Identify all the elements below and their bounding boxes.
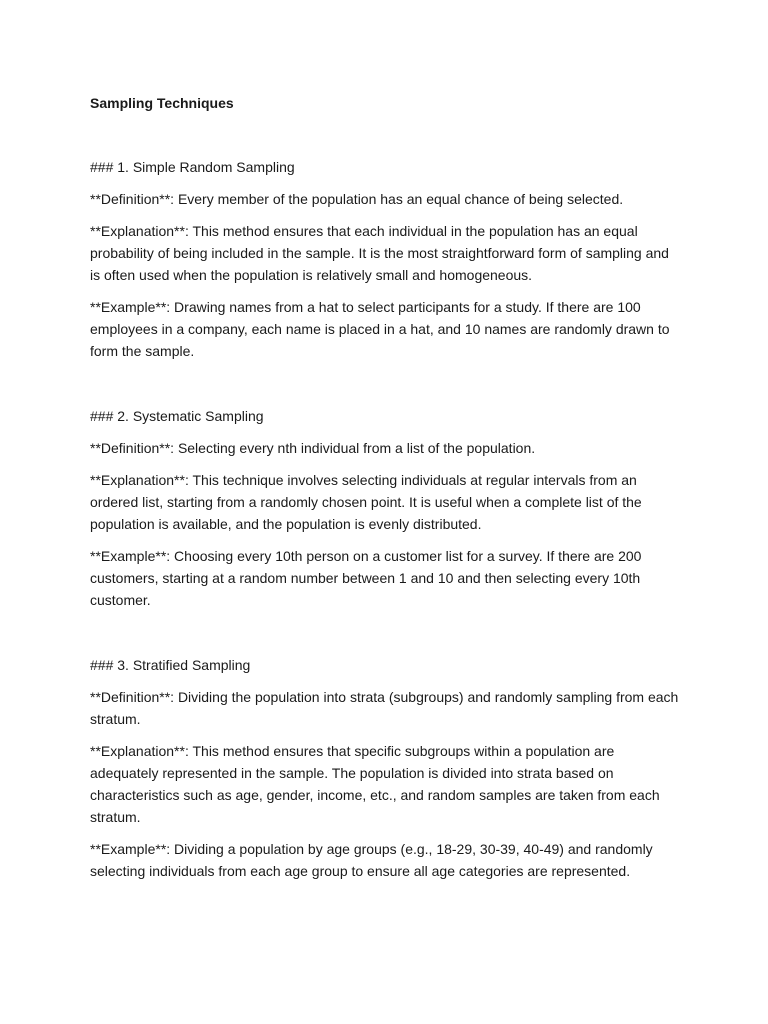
example-paragraph: **Example**: Dividing a population by age groups (e.g., 18-29, 30-39, 40-49) and randomly selecting individuals from each age group to ensure all age categories are represented. xyxy=(90,841,653,879)
definition-paragraph: **Definition**: Selecting every nth individual from a list of the population. xyxy=(90,440,536,456)
definition-paragraph: **Definition**: Every member of the population has an equal chance of being selected. xyxy=(90,191,624,207)
explanation-paragraph: **Explanation**: This method ensures that specific subgroups within a population are adequately represented in the sample. The population is divided into strata based on characteristics such as age, gender, income, etc., and random samples are taken from each stratum. xyxy=(90,743,660,825)
example-paragraph: **Example**: Drawing names from a hat to select participants for a study. If there are 100 employees in a company, each name is placed in a hat, and 10 names are randomly drawn to form the sample. xyxy=(90,299,670,359)
section-simple-random-sampling xyxy=(90,156,680,372)
document-title: Sampling Techniques xyxy=(90,95,234,111)
section-heading: ### 1. Simple Random Sampling xyxy=(90,159,295,175)
explanation-paragraph: **Explanation**: This method ensures that each individual in the population has an equal probability of being included in the sample. It is the most straightforward form of sampling and is often used when the population is relatively small and homogeneous. xyxy=(90,223,669,283)
example-paragraph: **Example**: Choosing every 10th person on a customer list for a survey. If there are 200 customers, starting at a random number between 1 and 10 and then selecting every 10th customer. xyxy=(90,548,642,608)
explanation-paragraph: **Explanation**: This technique involves selecting individuals at regular intervals from an ordered list, starting from a randomly chosen point. It is useful when a complete list of the population is available, and the population is evenly distributed. xyxy=(90,472,642,532)
section-heading: ### 2. Systematic Sampling xyxy=(90,408,264,424)
definition-paragraph: **Definition**: Dividing the population into strata (subgroups) and randomly sampling from each stratum. xyxy=(90,689,679,727)
section-stratified-sampling xyxy=(90,654,680,892)
section-heading: ### 3. Stratified Sampling xyxy=(90,657,251,673)
section-systematic-sampling xyxy=(90,405,680,621)
